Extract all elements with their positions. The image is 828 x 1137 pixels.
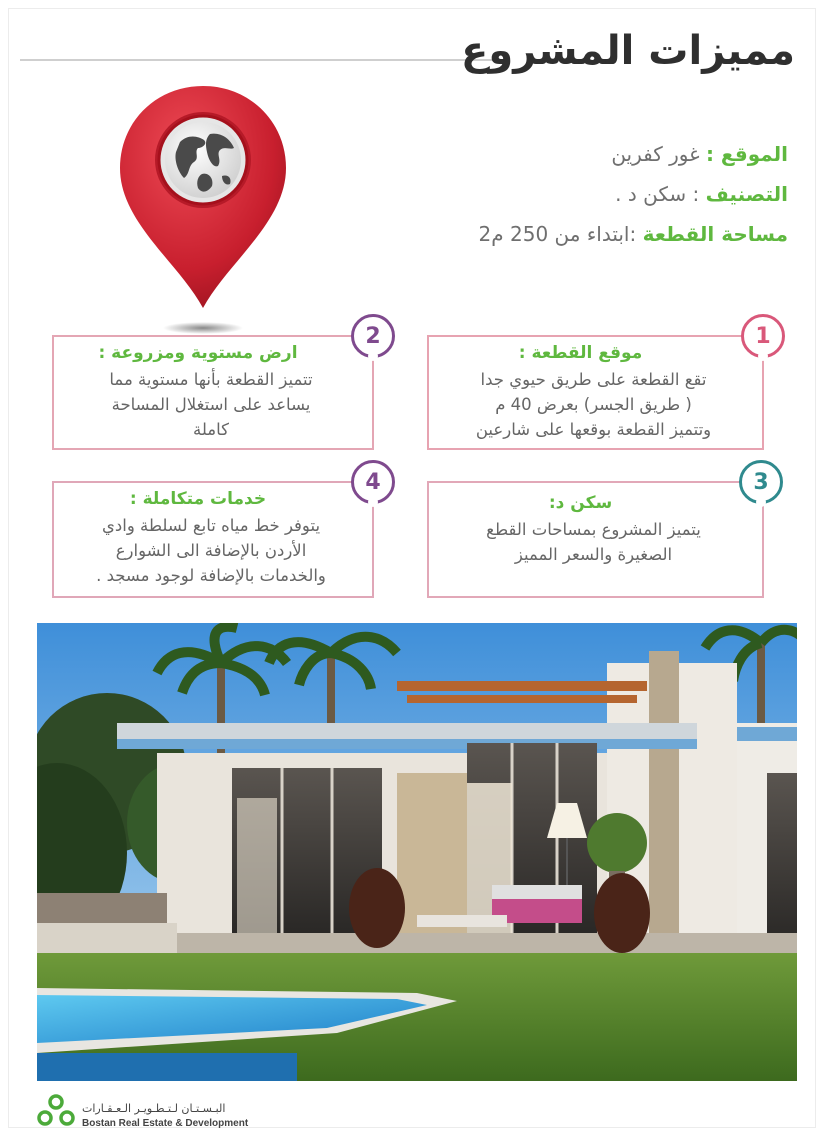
feature-2-line-2: يساعد على استغلال المساحة (111, 395, 311, 414)
feature-2-number: 2 (365, 323, 381, 349)
feature-4-title: خدمات متكاملة : (129, 489, 267, 509)
feature-3-line-2: الصغيرة والسعر المميز (514, 545, 673, 564)
bostan-logo-icon (36, 1094, 76, 1128)
feature-3-text (435, 517, 752, 567)
feature-4-text (60, 513, 362, 588)
info-area-label: مساحة القطعة (642, 222, 788, 246)
info-classification (615, 182, 788, 206)
feature-1-text (435, 367, 752, 442)
title-divider (20, 59, 500, 61)
feature-card-1 (427, 335, 764, 450)
feature-1-title: موقع القطعة : (518, 343, 643, 363)
feature-1-line-3: وتتميز القطعة بوقعها على شارعين (475, 420, 712, 439)
feature-card-4 (52, 481, 374, 598)
feature-4-line-2: الأردن بالإضافة الى الشوارع (115, 541, 307, 560)
feature-2-text (60, 367, 362, 442)
info-location-value: غور كفرين (611, 142, 706, 166)
house-render-image (37, 623, 797, 1081)
info-classification-label: التصنيف (705, 182, 788, 206)
feature-4-number-badge (351, 460, 395, 504)
feature-4-line-1: يتوفر خط مياه تابع لسلطة وادي (101, 516, 321, 535)
feature-card-3 (427, 481, 764, 598)
feature-4-line-3: والخدمات بالإضافة لوجود مسجد . (96, 566, 326, 585)
feature-3-number-badge (739, 460, 783, 504)
feature-2-number-badge (351, 314, 395, 358)
feature-2-title: ارض مستوية ومزروعة : (98, 343, 298, 363)
info-location (611, 142, 788, 166)
feature-1-line-1: تقع القطعة على طريق حيوي جدا (480, 370, 707, 389)
feature-1-number: 1 (755, 323, 771, 349)
info-classification-value: : سكن د . (615, 182, 706, 206)
feature-2-line-3: كاملة (192, 420, 230, 439)
feature-4-number: 4 (365, 469, 381, 495)
feature-2-line-1: تتميز القطعة بأنها مستوية مما (109, 370, 313, 389)
page-title: مميزات المشروع (461, 28, 795, 74)
info-location-label: الموقع : (705, 142, 788, 166)
feature-3-title: سكن د: (548, 493, 613, 513)
company-name-arabic: البـسـتـان لـتـطـويـر الـعـقـارات (82, 1102, 226, 1115)
feature-3-line-1: يتميز المشروع بمساحات القطع (486, 520, 701, 539)
feature-card-2 (52, 335, 374, 450)
location-pin-icon (118, 82, 288, 338)
info-area-value: :ابتداء من 250 م2 (478, 222, 643, 246)
feature-3-number: 3 (753, 469, 769, 495)
company-name-english: Bostan Real Estate & Development (82, 1118, 249, 1129)
feature-1-line-2: ( طريق الجسر) بعرض 40 م (495, 395, 692, 414)
feature-1-number-badge (741, 314, 785, 358)
info-area (479, 222, 788, 246)
